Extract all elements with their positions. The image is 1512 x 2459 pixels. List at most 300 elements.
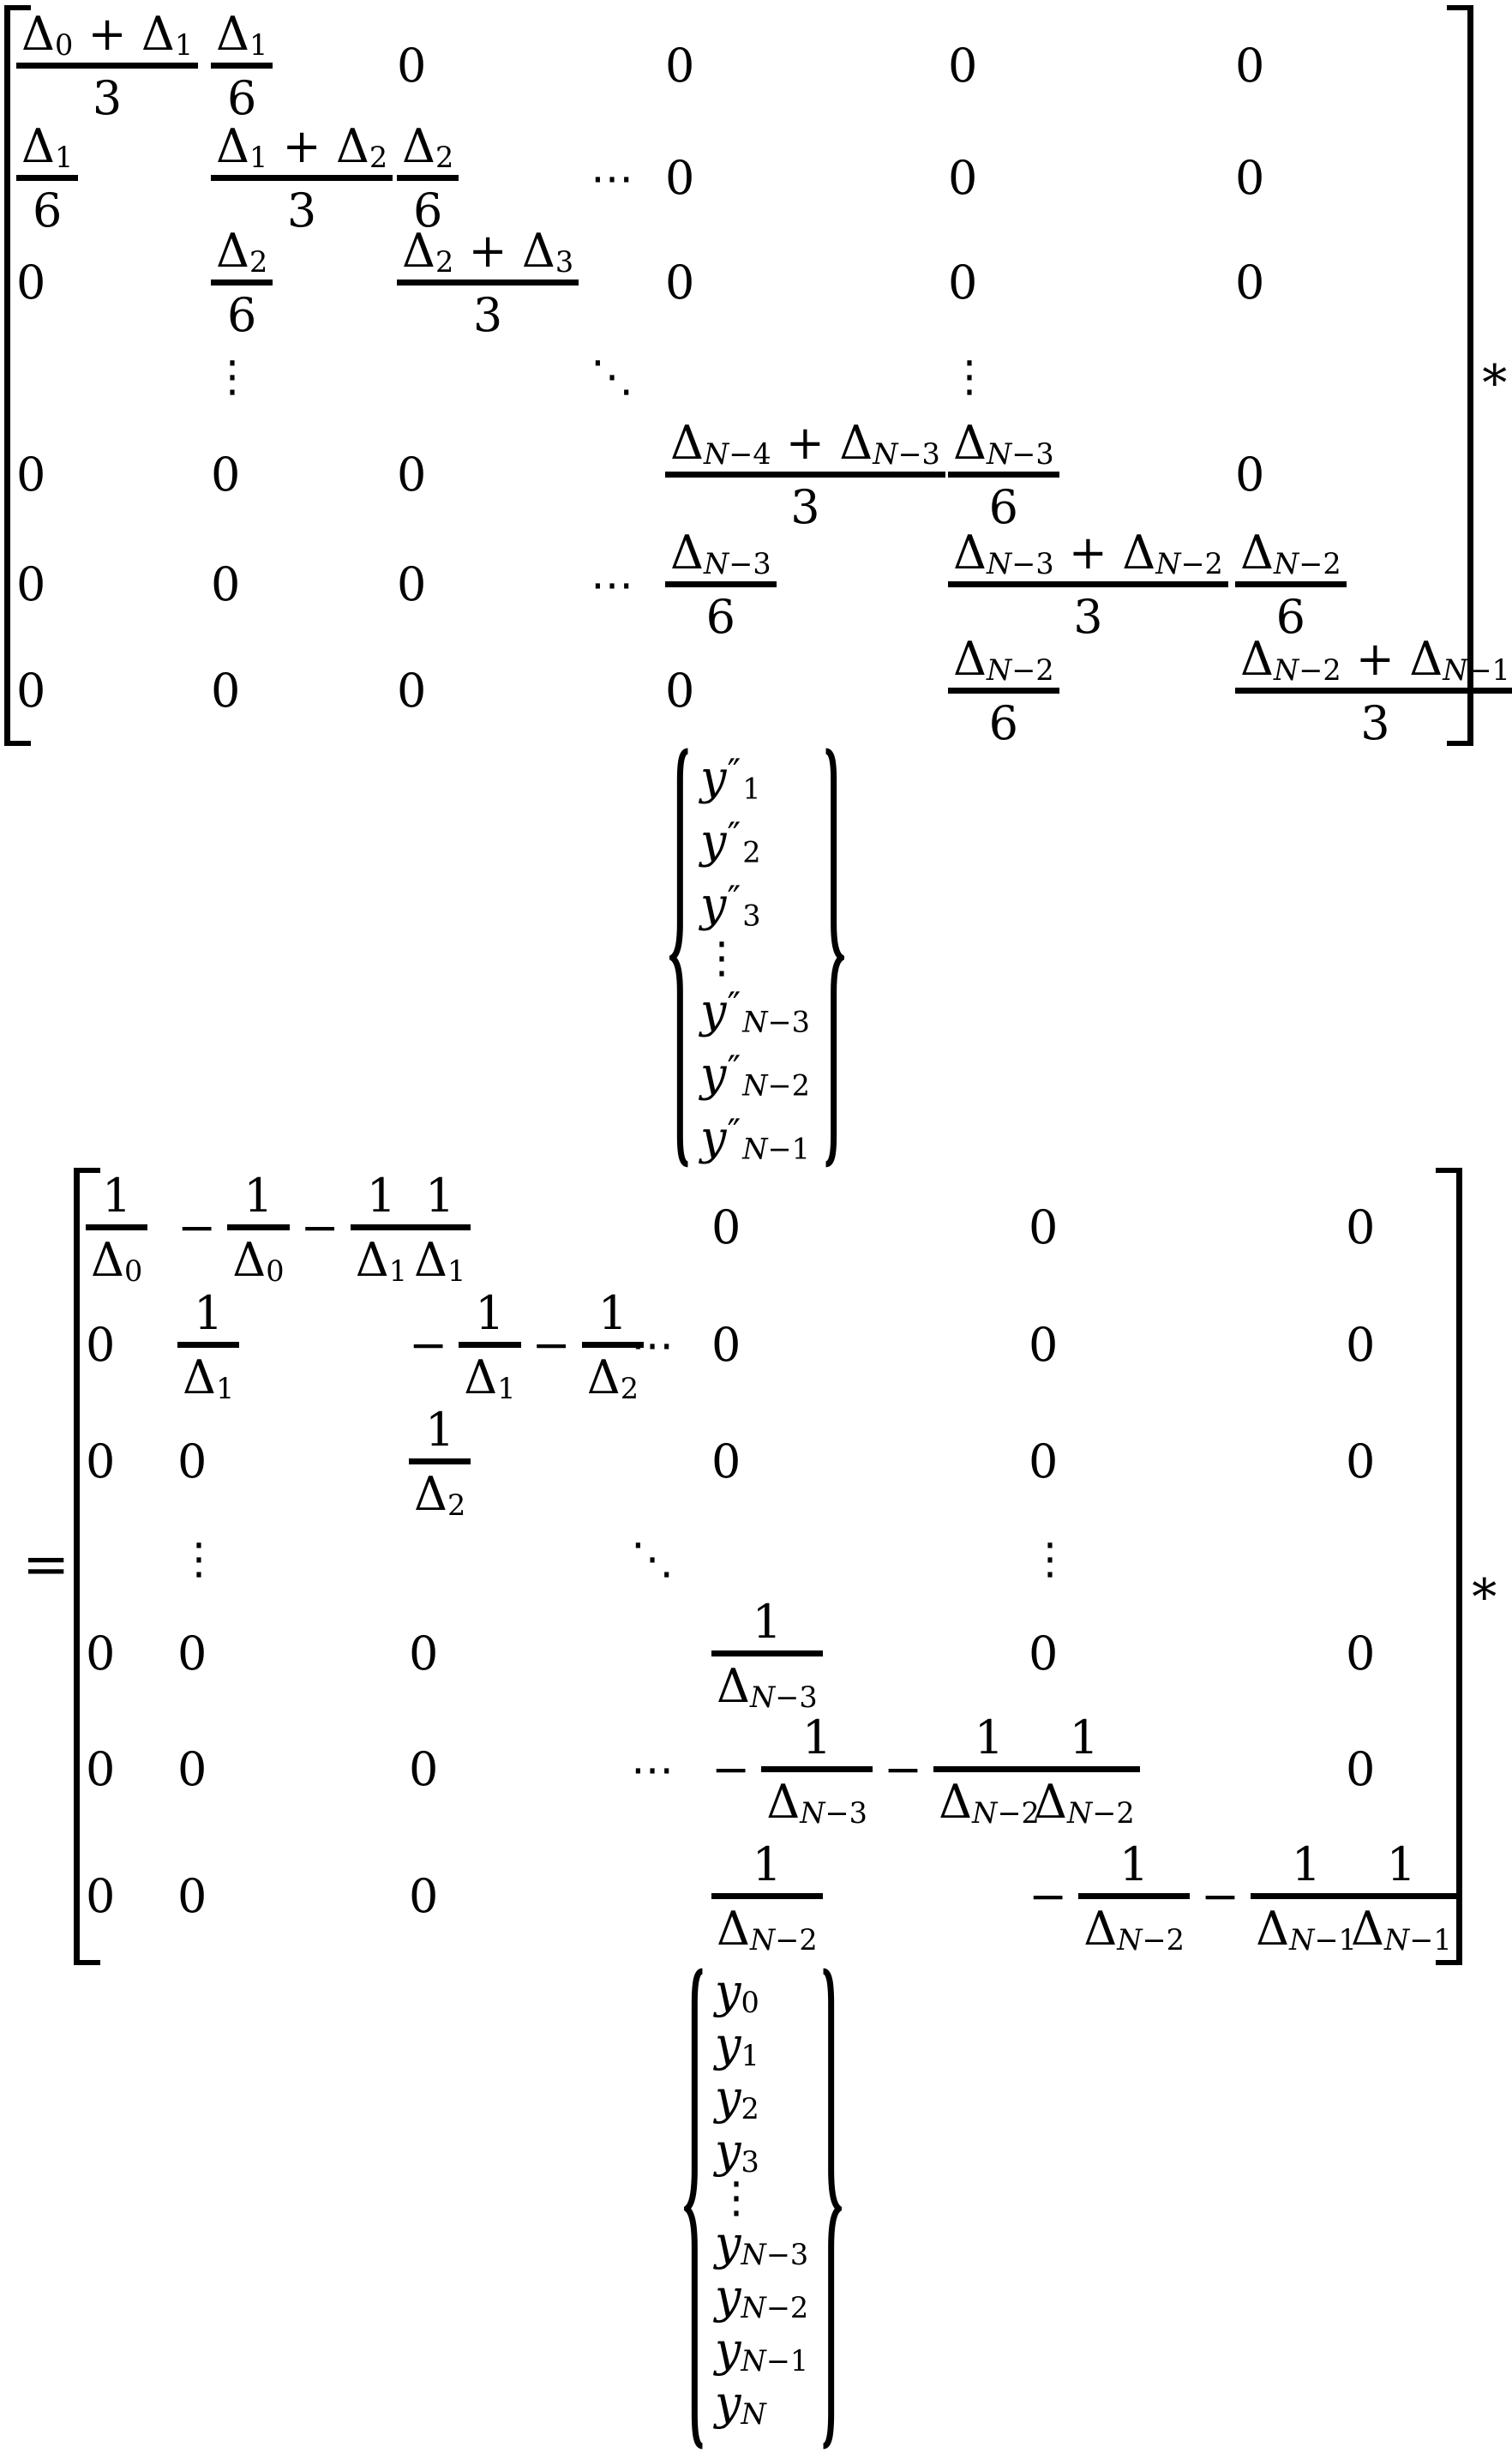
fraction: [211, 6, 273, 125]
numerator: 1: [1386, 1837, 1416, 1891]
m1-cell-r2c5: [665, 122, 948, 235]
m2-cell-r5c4: [631, 1602, 711, 1706]
matrix-entry: 0: [211, 557, 241, 611]
matrix-entry: 0: [16, 557, 46, 611]
m1-cell-r2c2: [211, 118, 397, 237]
fraction-bar: [948, 581, 1228, 587]
m2-cell-r4c2: [177, 1516, 409, 1602]
horizontal-ellipsis: ⋯: [631, 1320, 674, 1370]
fraction-bar: [1235, 581, 1347, 587]
m1-cell-r3c3: [397, 223, 591, 342]
denominator: 6: [226, 70, 257, 125]
horizontal-ellipsis: ⋯: [631, 1745, 674, 1795]
fraction-bar: [459, 1342, 520, 1348]
fraction: [1078, 1837, 1190, 1957]
denominator: $\Delta_0$: [91, 1232, 143, 1288]
matrix-entry: 0: [177, 1626, 207, 1680]
matrix-entry: 0: [409, 1869, 439, 1923]
equals-sign: =: [22, 1531, 70, 1597]
numerator: $\Delta_2$: [402, 118, 454, 174]
matrix-entry: 0: [409, 1626, 439, 1680]
m2-cell-r3c5: [711, 1408, 1029, 1516]
matrix-entry: 0: [86, 1318, 116, 1372]
numerator: 1: [366, 1168, 397, 1223]
vector-entry: $y_{N-3}$: [715, 2216, 809, 2272]
matrix-entry: 0: [397, 448, 427, 502]
denominator: $\Delta_{N-2}$: [1083, 1901, 1185, 1957]
vector-entry: $y_{N-2}$: [715, 2270, 809, 2325]
fraction-bar: [409, 1458, 471, 1464]
m2-cell-r1c2: [177, 1168, 409, 1288]
m1-cell-r2c1: [16, 118, 211, 237]
numerator: 1: [974, 1710, 1005, 1765]
fraction: [351, 1168, 412, 1288]
matrix-entry: 0: [211, 448, 241, 502]
m1-cell-r6c1: [16, 528, 211, 641]
matrix-entry: 0: [665, 151, 695, 205]
matrix-entry: 0: [665, 256, 695, 310]
numerator: $\Delta_2$: [216, 223, 268, 279]
m2-cell-r4c3: [409, 1516, 631, 1602]
denominator: 6: [1275, 589, 1305, 644]
m1-cell-r1c4: [591, 10, 665, 122]
matrix-entry: 0: [1029, 1626, 1059, 1680]
m1-cell-r3c1: [16, 235, 211, 331]
minus-sign: −: [531, 1318, 571, 1372]
denominator: $\Delta_0$: [232, 1232, 285, 1288]
m1-cell-r6c5: [665, 525, 948, 644]
fraction: [761, 1710, 873, 1830]
m1-cell-r3c5: [665, 235, 948, 331]
fraction-bar: [711, 1650, 823, 1656]
minus-sign: −: [1200, 1869, 1240, 1923]
m1-cell-r7c4: [591, 641, 665, 741]
fraction-bar: [211, 63, 273, 69]
square-bracket-left: [74, 1168, 100, 1965]
m2-cell-r6c3: [409, 1706, 631, 1833]
diagonal-ellipsis: ⋱: [591, 352, 633, 401]
vector-entry: $y''_3$: [700, 877, 761, 933]
m1-cell-r5c5: [665, 415, 948, 534]
numerator: 1: [752, 1594, 782, 1649]
m1-cell-r5c2: [211, 422, 397, 528]
matrix-entry: 0: [1235, 448, 1265, 502]
denominator: $\Delta_{N-3}$: [766, 1774, 867, 1830]
matrix-entry: 0: [1029, 1200, 1059, 1254]
vertical-ellipsis: ⋮: [715, 2173, 758, 2222]
fraction-bar: [711, 1893, 823, 1899]
denominator: $\Delta_{N-2}$: [1034, 1774, 1135, 1830]
denominator: 3: [92, 70, 123, 125]
m2-cell-r7c2: [177, 1833, 409, 1960]
fraction-bar: [1078, 1893, 1190, 1899]
matrix-entry: 0: [16, 256, 46, 310]
minus-sign: −: [300, 1200, 339, 1254]
vertical-ellipsis: ⋮: [211, 352, 254, 401]
matrix-tridiagonal-delta: [4, 5, 1510, 750]
v2-entry-8: [715, 2324, 819, 2377]
m2-cell-r2c5: [711, 1283, 1029, 1408]
fraction-bar: [409, 1224, 471, 1230]
m2-cell-r5c3: [409, 1602, 631, 1706]
v2-entry-4: [715, 2125, 819, 2178]
curly-brace-right: [822, 746, 844, 1169]
m2-cell-r7c6: [1029, 1833, 1357, 1960]
m1-cell-r1c6: [948, 10, 1235, 122]
m1-cell-r7c1: [16, 641, 211, 741]
m1-cell-r6c3: [397, 528, 591, 641]
denominator: 3: [790, 479, 820, 534]
vector-y-double-prime-entries: [692, 746, 822, 1169]
v1-entry-1: [700, 746, 822, 809]
v2-entry-7: [715, 2270, 819, 2324]
fraction-bar: [948, 688, 1059, 694]
m2-cell-r1c5: [711, 1173, 1029, 1283]
fraction: [177, 1285, 239, 1405]
fraction-bar: [665, 472, 945, 478]
m2-cell-r6c5: [711, 1706, 1040, 1833]
m2-cell-r7c4: [631, 1833, 711, 1960]
fraction-bar: [227, 1224, 289, 1230]
minus-sign: −: [711, 1742, 751, 1796]
square-bracket-left: [4, 5, 31, 746]
vector-y-double-prime: [669, 746, 844, 1169]
m2-cell-r2c2: [177, 1283, 409, 1408]
m1-cell-r4c4: [591, 331, 665, 422]
numerator: $\Delta_{N-2}$: [1240, 525, 1341, 580]
m2-cell-r3c3: [409, 1402, 631, 1522]
denominator: $\Delta_2$: [414, 1466, 466, 1522]
matrix-entry: 0: [16, 664, 46, 718]
m1-cell-r3c6: [948, 235, 1235, 331]
matrix-entry: 0: [665, 39, 695, 93]
horizontal-ellipsis: ⋯: [591, 560, 633, 610]
m2-cell-r5c6: [1029, 1602, 1346, 1706]
numerator: $\Delta_1 + \Delta_2$: [216, 118, 388, 174]
fraction-bar: [948, 472, 1059, 478]
vector-entry: $y''_{N-3}$: [700, 983, 810, 1039]
fraction: [459, 1285, 520, 1405]
m1-cell-r6c4: [591, 528, 665, 641]
numerator: 1: [424, 1402, 455, 1457]
m1-cell-r5c6: [948, 415, 1235, 534]
v2-entry-9: [715, 2377, 819, 2430]
m1-cell-r4c3: [397, 331, 591, 422]
vector-y-values: [684, 1965, 842, 2452]
fraction-bar: [665, 581, 777, 587]
horizontal-ellipsis: ⋯: [591, 153, 633, 203]
vector-entry: $y''_2$: [700, 814, 761, 869]
v2-entry-2: [715, 2018, 819, 2071]
v1-entry-5: [700, 979, 822, 1043]
fraction: [711, 1837, 823, 1957]
m1-cell-r1c1: [16, 6, 211, 125]
denominator: $\Delta_{N-1}$: [1256, 1901, 1357, 1957]
denominator: $\Delta_1$: [183, 1350, 235, 1405]
numerator: 1: [424, 1168, 455, 1223]
matrix-entry: 0: [711, 1200, 741, 1254]
matrix-entry: 0: [211, 664, 241, 718]
numerator: 1: [801, 1710, 832, 1765]
numerator: 1: [475, 1285, 505, 1340]
denominator: $\Delta_{N-2}$: [717, 1901, 818, 1957]
m1-cell-r4c6: [948, 331, 1235, 422]
vector-entry: $y''_1$: [700, 750, 761, 806]
matrix-entry: 0: [1346, 1742, 1376, 1796]
matrix-entry: 0: [16, 448, 46, 502]
vertical-ellipsis: ⋮: [700, 933, 743, 983]
matrix-entry: 0: [1346, 1626, 1376, 1680]
matrix-entry: 0: [177, 1869, 207, 1923]
matrix-tridiagonal-delta-grid: [4, 5, 1510, 750]
numerator: $\Delta_{N-2}$: [953, 631, 1054, 687]
m1-cell-r2c3: [397, 118, 591, 237]
minus-sign: −: [409, 1318, 448, 1372]
m2-cell-r4c6: [1029, 1516, 1346, 1602]
m2-cell-r7c5: [711, 1833, 1029, 1960]
diagonal-ellipsis: ⋱: [631, 1534, 674, 1584]
m1-cell-r7c5: [665, 641, 948, 741]
denominator: 3: [1073, 589, 1103, 644]
v2-entry-5: [715, 2173, 819, 2222]
numerator: 1: [752, 1837, 782, 1891]
m2-cell-r5c2: [177, 1602, 409, 1706]
matrix-entry: 0: [177, 1742, 207, 1796]
vector-entry: $y_3$: [715, 2124, 759, 2179]
matrix-second-difference: [74, 1168, 1462, 1965]
fraction: [711, 1594, 823, 1714]
v2-entry-6: [715, 2217, 819, 2270]
fraction: [16, 6, 198, 125]
fraction: [1235, 525, 1347, 644]
m2-cell-r3c6: [1029, 1408, 1346, 1516]
numerator: $\Delta_{N-2} + \Delta_{N-1}$: [1240, 631, 1510, 687]
matrix-entry: 0: [86, 1742, 116, 1796]
matrix-entry: 0: [948, 151, 978, 205]
matrix-entry: 0: [665, 664, 695, 718]
vector-entry: $y_0$: [715, 1964, 759, 2020]
fraction-sum: [711, 1710, 1045, 1830]
matrix-entry: 0: [409, 1742, 439, 1796]
denominator: 6: [412, 183, 443, 237]
denominator: $\Delta_{N-3}$: [717, 1658, 818, 1714]
square-bracket-right: [1447, 5, 1473, 746]
matrix-second-difference-grid: [74, 1168, 1462, 1965]
numerator: $\Delta_1$: [21, 118, 74, 174]
numerator: 1: [1291, 1837, 1322, 1891]
fraction-bar: [211, 280, 273, 286]
denominator: 6: [988, 479, 1018, 534]
m1-cell-r1c5: [665, 10, 948, 122]
m2-cell-r4c5: [711, 1516, 1029, 1602]
matrix-entry: 0: [177, 1434, 207, 1488]
m2-cell-r6c4: [631, 1706, 711, 1833]
denominator: $\Delta_{N-2}$: [939, 1774, 1040, 1830]
fraction-bar: [16, 63, 198, 69]
m2-cell-r6c6: [1029, 1706, 1346, 1833]
fraction-sum: [409, 1285, 644, 1405]
matrix-entry: 0: [397, 557, 427, 611]
numerator: $\Delta_{N-3} + \Delta_{N-2}$: [953, 525, 1223, 580]
denominator: 3: [472, 287, 503, 342]
fraction-bar: [761, 1766, 873, 1772]
numerator: 1: [1119, 1837, 1149, 1891]
v1-entry-4: [700, 933, 822, 983]
numerator: 1: [101, 1168, 132, 1223]
fraction: [211, 223, 273, 342]
m1-cell-r4c2: [211, 331, 397, 422]
fraction: [948, 631, 1059, 750]
fraction-bar: [397, 280, 579, 286]
matrix-entry: 0: [86, 1434, 116, 1488]
m1-cell-r5c4: [591, 422, 665, 528]
m1-cell-r7c3: [397, 641, 591, 741]
fraction-bar: [1029, 1766, 1140, 1772]
matrix-entry: 0: [1346, 1318, 1376, 1372]
numerator: 1: [1069, 1710, 1099, 1765]
m2-cell-r1c6: [1029, 1173, 1346, 1283]
numerator: $\Delta_0 + \Delta_1$: [21, 6, 194, 62]
matrix-entry: 0: [1029, 1434, 1059, 1488]
m1-cell-r4c1: [16, 331, 211, 422]
numerator: $\Delta_2 + \Delta_3$: [402, 223, 574, 279]
square-bracket-right: [1436, 1168, 1462, 1965]
matrix-entry: 0: [948, 39, 978, 93]
m1-cell-r1c3: [397, 10, 591, 122]
v1-entry-7: [700, 1106, 822, 1169]
fraction-sum: [177, 1168, 412, 1288]
m1-cell-r6c6: [948, 525, 1235, 644]
v1-entry-6: [700, 1043, 822, 1106]
m2-cell-r3c4: [631, 1408, 711, 1516]
numerator: $\Delta_{N-3}$: [953, 415, 1054, 471]
denominator: $\Delta_1$: [464, 1350, 516, 1405]
matrix-entry: 0: [1029, 1318, 1059, 1372]
fraction: [1029, 1710, 1140, 1830]
m2-cell-r7c3: [409, 1833, 631, 1960]
numerator: $\Delta_1$: [216, 6, 268, 62]
m2-cell-r4c4: [631, 1516, 711, 1602]
fraction: [948, 525, 1228, 644]
m1-cell-r3c2: [211, 223, 397, 342]
numerator: $\Delta_{N-3}$: [670, 525, 771, 580]
matrix-entry: 0: [86, 1626, 116, 1680]
denominator: $\Delta_1$: [355, 1232, 408, 1288]
m2-cell-r3c2: [177, 1408, 409, 1516]
matrix-entry: 0: [948, 256, 978, 310]
m1-cell-r1c2: [211, 6, 397, 125]
vector-entry: $y''_{N-2}$: [700, 1047, 810, 1103]
vector-entry: $y''_{N-1}$: [700, 1110, 810, 1166]
matrix-entry: 0: [1235, 256, 1265, 310]
asterisk-operator-2: ∗: [1467, 1558, 1502, 1616]
numerator: 1: [243, 1168, 273, 1223]
matrix-entry: 0: [711, 1434, 741, 1488]
numerator: 1: [193, 1285, 224, 1340]
m2-cell-r1c4: [631, 1173, 711, 1283]
matrix-entry: 0: [86, 1869, 116, 1923]
denominator: 3: [286, 183, 317, 237]
matrix-entry: 0: [711, 1318, 741, 1372]
m1-cell-r6c2: [211, 528, 397, 641]
matrix-entry: 0: [1346, 1434, 1376, 1488]
vector-entry: $y_2$: [715, 2071, 759, 2126]
fraction: [948, 415, 1059, 534]
denominator: 6: [226, 287, 257, 342]
m2-cell-r1c3: [409, 1168, 631, 1288]
minus-sign: −: [1029, 1869, 1068, 1923]
m1-cell-r7c2: [211, 641, 397, 741]
fraction-bar: [177, 1342, 239, 1348]
m1-cell-r4c5: [665, 331, 948, 422]
vertical-ellipsis: ⋮: [177, 1534, 220, 1584]
curly-brace-right: [819, 1965, 842, 2452]
denominator: $\Delta_2$: [586, 1350, 639, 1405]
curly-brace-left: [669, 746, 692, 1169]
v1-entry-2: [700, 809, 822, 873]
minus-sign: −: [883, 1742, 923, 1796]
matrix-entry: 0: [397, 664, 427, 718]
fraction: [227, 1168, 289, 1288]
numerator: 1: [597, 1285, 628, 1340]
fraction-bar: [351, 1224, 412, 1230]
fraction: [409, 1168, 471, 1288]
m2-cell-r2c4: [631, 1283, 711, 1408]
v2-entry-3: [715, 2071, 819, 2125]
matrix-entry: 0: [1346, 1200, 1376, 1254]
m1-cell-r2c6: [948, 122, 1235, 235]
numerator: $\Delta_{N-4} + \Delta_{N-3}$: [670, 415, 940, 471]
vector-entry: $y_{N-1}$: [715, 2323, 809, 2378]
m1-cell-r3c4: [591, 235, 665, 331]
v2-entry-1: [715, 1965, 819, 2018]
fraction: [409, 1402, 471, 1522]
m1-cell-r2c4: [591, 122, 665, 235]
m2-cell-r2c6: [1029, 1283, 1346, 1408]
curly-brace-left: [684, 1965, 706, 2452]
asterisk-operator-1: ∗: [1478, 344, 1512, 402]
fraction: [665, 415, 945, 534]
matrix-entry: 0: [397, 39, 427, 93]
fraction: [397, 118, 459, 237]
v1-entry-3: [700, 873, 822, 936]
m1-cell-r5c3: [397, 422, 591, 528]
fraction-sum: [1029, 1837, 1362, 1957]
vertical-ellipsis: ⋮: [1029, 1534, 1071, 1584]
denominator: 6: [988, 695, 1018, 750]
fraction: [211, 118, 393, 237]
m1-cell-r5c1: [16, 422, 211, 528]
m2-cell-r6c2: [177, 1706, 409, 1833]
vertical-ellipsis: ⋮: [948, 352, 991, 401]
denominator: $\Delta_{N-1}$: [1351, 1901, 1452, 1957]
m1-cell-r7c6: [948, 631, 1235, 750]
minus-sign: −: [177, 1200, 217, 1254]
m2-cell-r5c5: [711, 1594, 1029, 1714]
vector-entry: $y_1$: [715, 2017, 759, 2073]
fraction: [665, 525, 777, 644]
m2-cell-r2c3: [409, 1283, 639, 1408]
denominator: 3: [1360, 695, 1390, 750]
denominator: 6: [705, 589, 735, 644]
denominator: 6: [32, 183, 63, 237]
fraction-bar: [211, 175, 393, 181]
vector-entry: $y_N$: [715, 2376, 766, 2432]
vector-y-values-entries: [706, 1965, 819, 2452]
matrix-entry: 0: [1235, 39, 1265, 93]
fraction-bar: [397, 175, 459, 181]
denominator: $\Delta_1$: [414, 1232, 466, 1288]
